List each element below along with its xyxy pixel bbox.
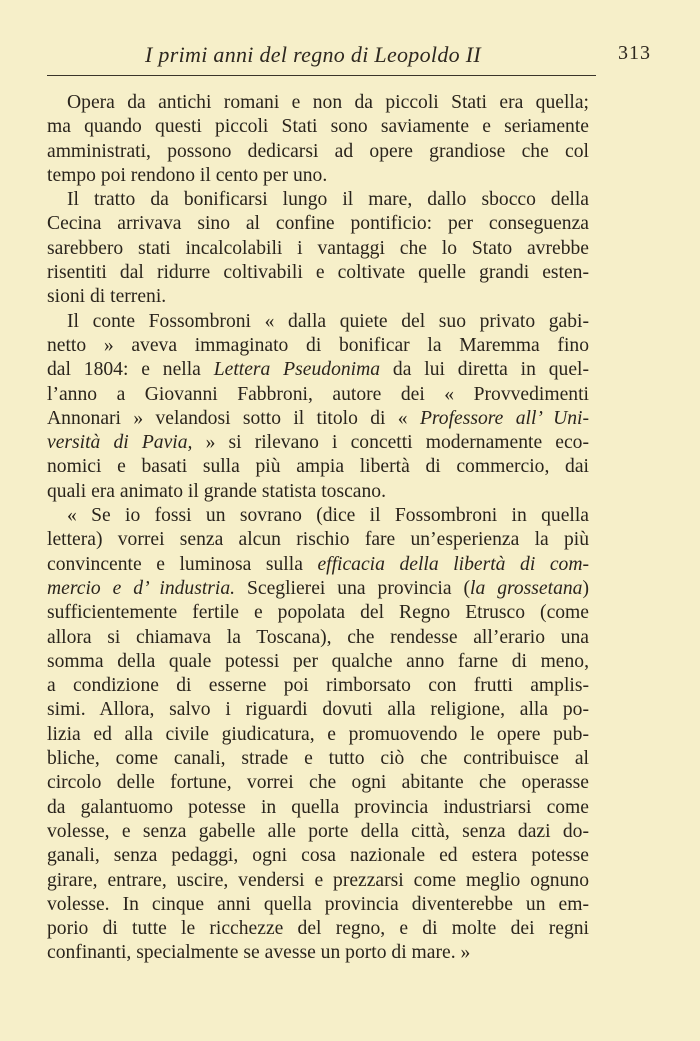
text-run: bliche, come canali, strade e tutto ciò che contribuisce al — [47, 748, 589, 770]
text-run: netto » aveva immaginato di bonificar la Maremma fino — [47, 334, 589, 356]
text-run: ) — [582, 577, 589, 599]
text-line — [47, 431, 589, 455]
text-run: Il tratto da bonificarsi lungo il mare, dallo sbocco della — [67, 189, 589, 211]
text-line — [47, 869, 589, 893]
text-run: risentiti dal ridurre coltivabili e coltivate quelle grandi esten- — [47, 262, 589, 284]
text-run: volesse. In cinque anni quella provincia diventerebbe un em- — [47, 893, 589, 915]
text-line — [47, 140, 589, 164]
text-line — [47, 747, 589, 771]
text-run: ganali, senza pedaggi, ogni cosa nazionale ed estera potesse — [47, 845, 589, 867]
text-line — [47, 796, 589, 820]
text-run: Opera da antichi romani e non da piccoli Stati era quella; — [67, 92, 589, 113]
text-run: tempo poi rendono il cento per uno. — [47, 164, 328, 186]
text-run: quali era animato il grande statista toscano. — [47, 480, 386, 502]
text-line — [47, 820, 589, 844]
text-run: girare, entrare, uscire, vendersi e prezzarsi come meglio ognuno — [47, 869, 589, 891]
text-line — [47, 844, 589, 868]
text-run: sioni di terreni. — [47, 286, 167, 308]
text-line — [47, 528, 589, 552]
text-run: Cecina arrivava sino al confine pontificio: per conseguenza — [47, 213, 589, 235]
text-run: da lui diretta in quel- — [380, 359, 590, 381]
text-run: da galantuomo potesse in quella provincia industriarsi come — [47, 796, 589, 818]
text-line — [47, 383, 589, 407]
text-line — [47, 771, 589, 795]
text-line — [47, 917, 589, 941]
text-run: » si rilevano i concetti modernamente eco- — [192, 432, 590, 454]
text-line — [47, 358, 589, 382]
text-run: « Se io fossi un sovrano (dice il Fossombroni in quella — [67, 505, 589, 527]
running-head — [47, 42, 657, 72]
text-line — [47, 212, 589, 236]
text-run: dal 1804: e nella — [47, 359, 214, 381]
text-run: confinanti, specialmente se avesse un porto di mare. » — [47, 942, 471, 964]
text-run: volesse, e senza gabelle alle porte della città, senza dazi do- — [47, 820, 589, 842]
text-line — [47, 601, 589, 625]
text-run: sarebbero stati incalcolabili i vantaggi che lo Stato avrebbe — [47, 237, 589, 259]
italic-text-run: versità di Pavia, — [47, 432, 193, 454]
text-run: Sceglierei una provincia ( — [235, 577, 470, 599]
paragraph — [47, 91, 589, 188]
text-line — [47, 698, 589, 722]
italic-text-run: la grossetana — [470, 577, 583, 599]
text-run: allora si chiamava la Toscana), che rendesse all’erario una — [47, 626, 589, 648]
paragraph — [47, 504, 589, 966]
text-line — [47, 237, 589, 261]
text-line — [47, 164, 589, 188]
text-line — [47, 334, 589, 358]
text-line — [47, 941, 589, 965]
text-line — [47, 91, 589, 115]
text-run: lizia ed alla civile giudicatura, e promuovendo le opere pub- — [47, 723, 589, 745]
text-line — [47, 893, 589, 917]
paragraph — [47, 188, 589, 309]
text-line — [47, 115, 589, 139]
text-run: Il conte Fossombroni « dalla quiete del suo privato gabi- — [67, 310, 589, 332]
text-run: Annonari » velandosi sotto il titolo di « — [47, 407, 420, 429]
text-line — [47, 504, 589, 528]
text-run: porio di tutte le ricchezze del regno, e di molte dei regni — [47, 918, 589, 940]
text-line — [47, 650, 589, 674]
text-run: simi. Allora, salvo i riguardi dovuti alla religione, alla po- — [47, 699, 589, 721]
text-run: ma quando questi piccoli Stati sono saviamente e seriamente — [47, 116, 589, 138]
text-run: circolo delle fortune, vorrei che ogni abitante che operasse — [47, 772, 589, 794]
page-number: 313 — [618, 42, 651, 64]
text-run: l’anno a Giovanni Fabbroni, autore dei « Provvedimenti — [47, 383, 589, 405]
text-line — [47, 480, 589, 504]
text-run: somma della quale potessi per qualche anno farne di meno, — [47, 650, 589, 672]
text-line — [47, 285, 589, 309]
text-line — [47, 674, 589, 698]
text-run: nomici e basati sulla più ampia libertà di commercio, dai — [47, 456, 589, 478]
text-line — [47, 188, 589, 212]
body-text — [47, 91, 589, 966]
italic-text-run: efficacia della libertà di com- — [317, 553, 589, 575]
text-line — [47, 626, 589, 650]
running-title: I primi anni del regno di Leopoldo II — [145, 42, 481, 67]
header-rule — [47, 75, 596, 76]
text-run: a condizione di esserne poi rimborsato con frutti amplis- — [47, 675, 589, 697]
text-line — [47, 723, 589, 747]
text-line — [47, 455, 589, 479]
italic-text-run: mercio e d’ industria. — [47, 577, 236, 599]
italic-text-run: Lettera Pseudonima — [213, 359, 381, 381]
text-line — [47, 553, 589, 577]
italic-text-run: Professore all’ Uni- — [419, 407, 589, 429]
text-run: sufficientemente fertile e popolata del Regno Etrusco (come — [47, 602, 589, 624]
text-line — [47, 407, 589, 431]
text-line — [47, 577, 589, 601]
paragraph — [47, 310, 589, 504]
text-run: amministrati, possono dedicarsi ad opere grandiose che col — [47, 140, 589, 162]
text-run: convincente e luminosa sulla — [47, 553, 318, 575]
text-line — [47, 310, 589, 334]
text-run: lettera) vorrei senza alcun rischio fare un’esperienza la più — [47, 529, 589, 551]
text-line — [47, 261, 589, 285]
